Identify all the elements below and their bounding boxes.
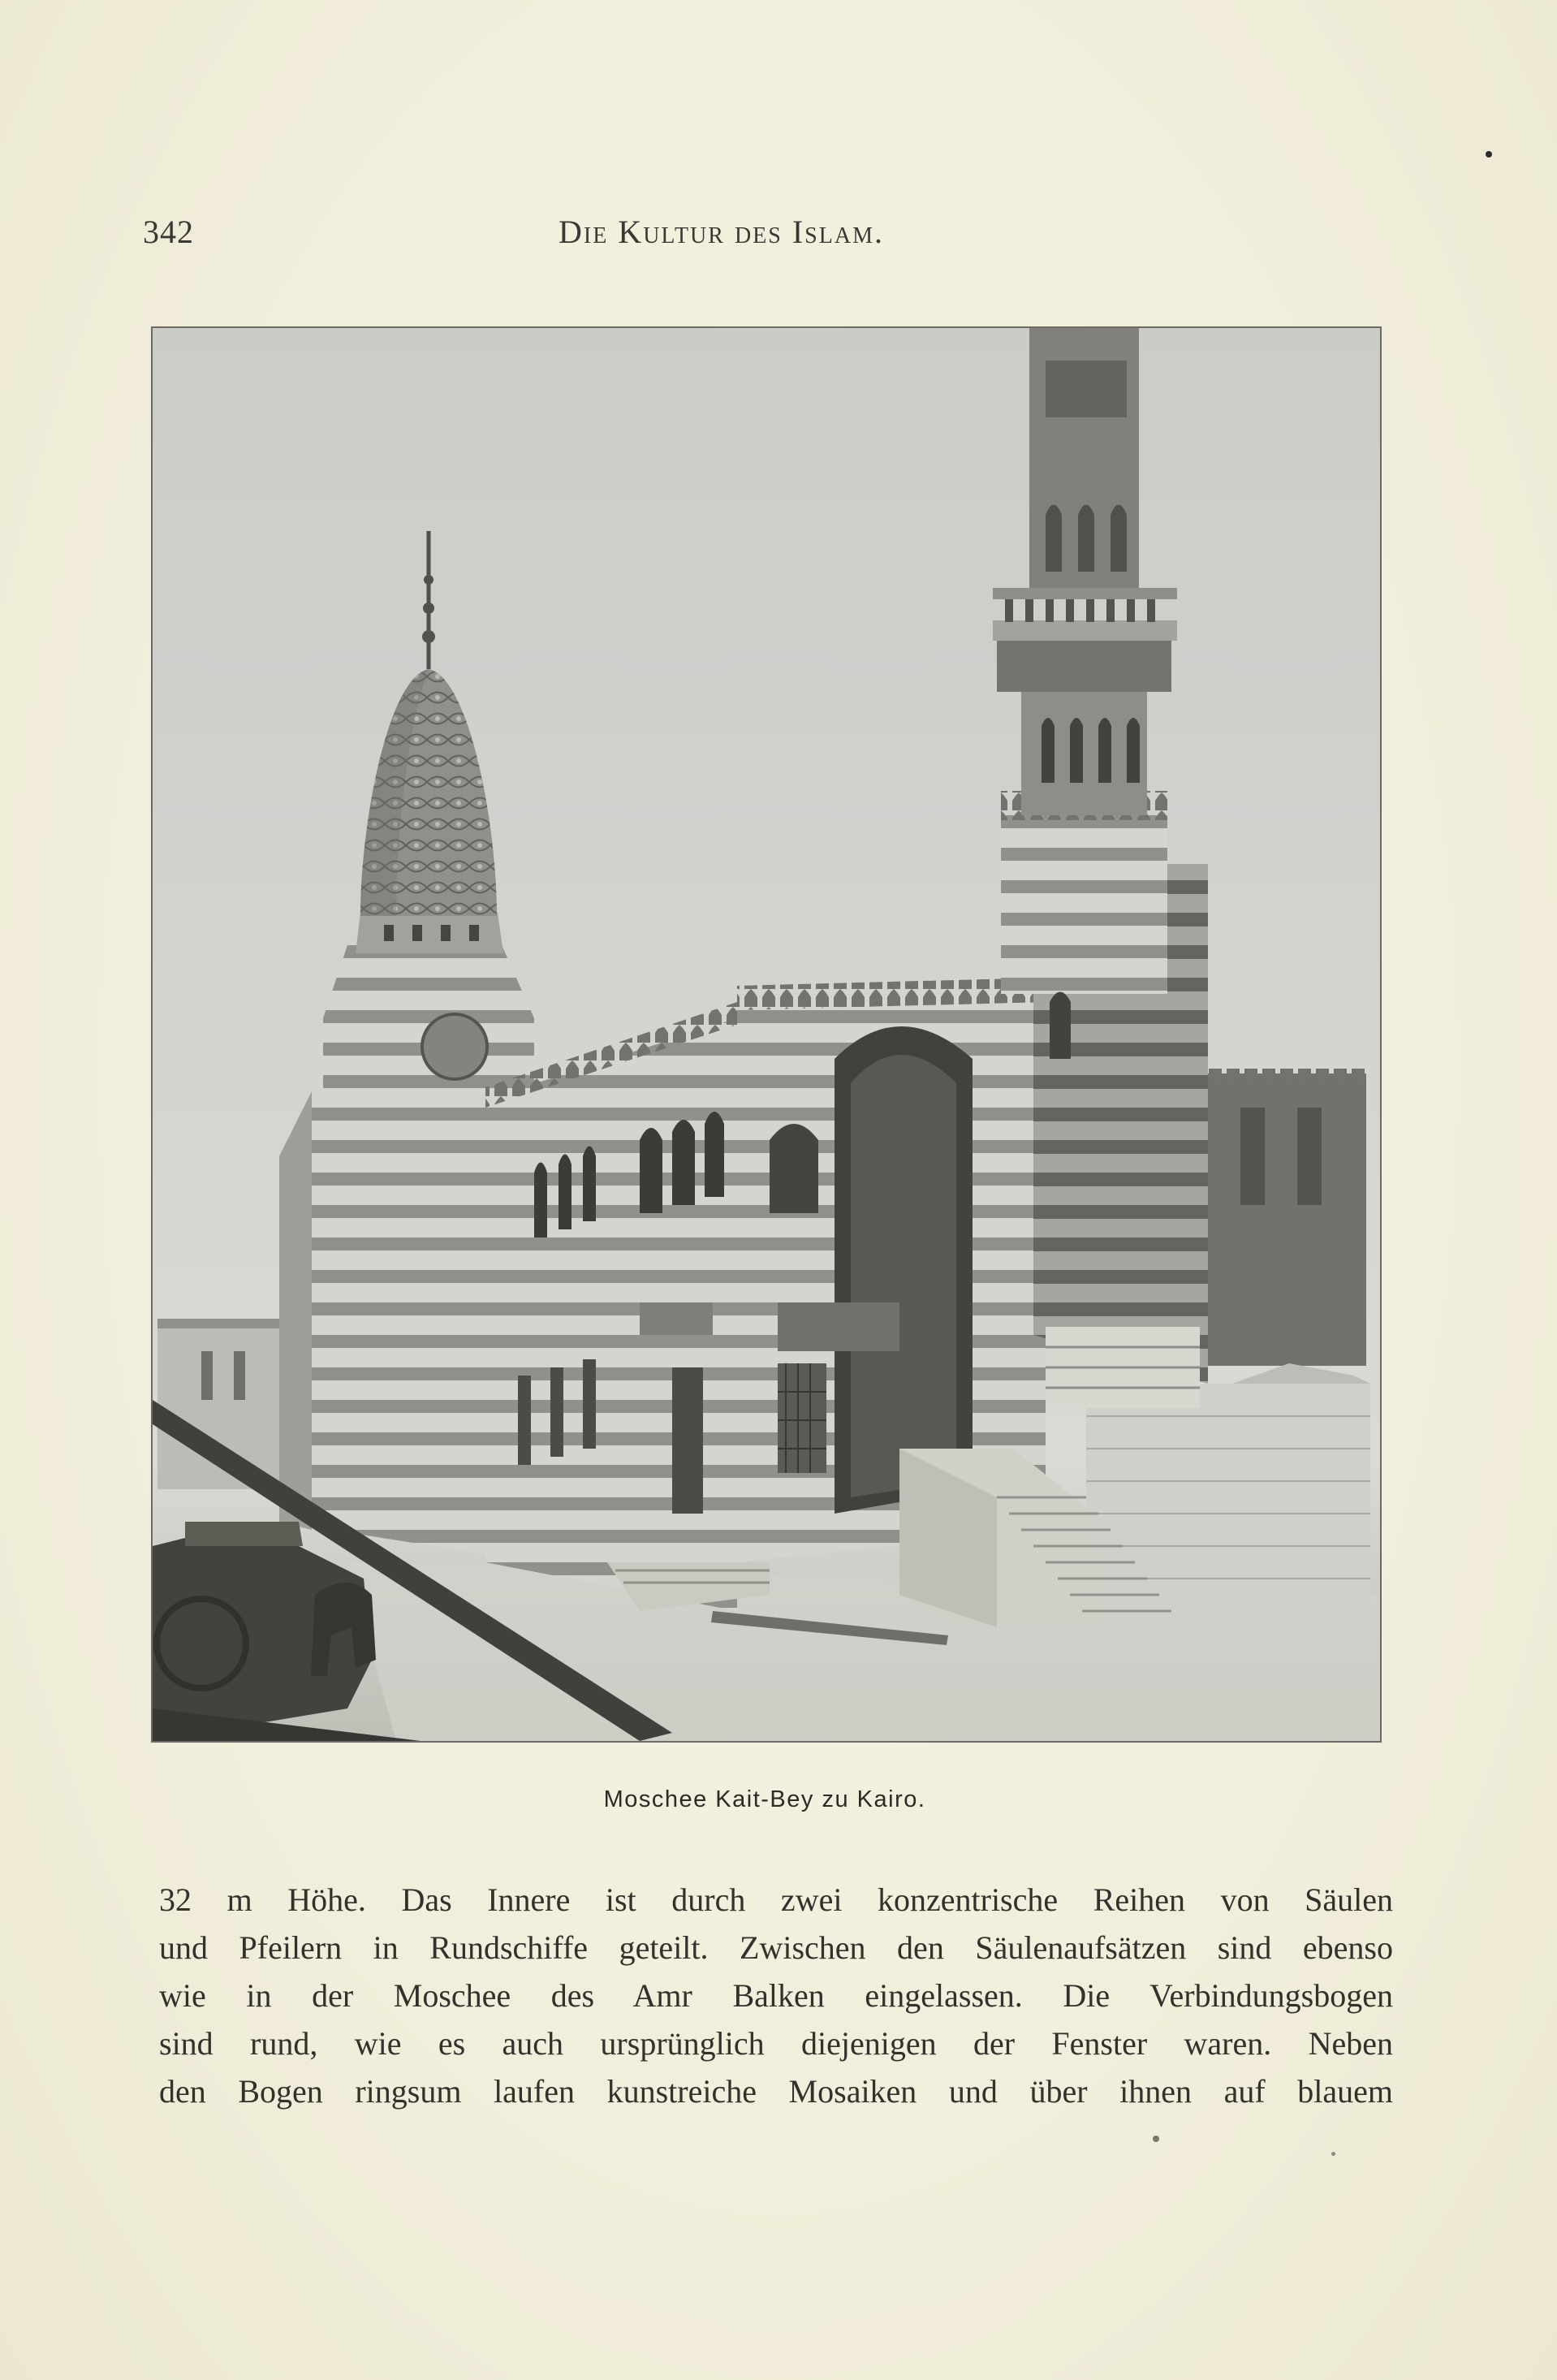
figure-caption: Moschee Kait-Bey zu Kairo. — [603, 1786, 926, 1812]
text-line: sind rund, wie es auch ursprünglich diejenigen der Fenster waren. Neben — [159, 2025, 1393, 2062]
text-line: 32 m Höhe. Das Innere ist durch zwei konzentrische Reihen von Säulen — [159, 1881, 1393, 1918]
photograph-plate — [151, 326, 1382, 1743]
running-title: Die Kultur des Islam. — [559, 214, 884, 250]
text-line: wie in der Moschee des Amr Balken eingelassen. Die Verbindungsbogen — [159, 1977, 1393, 2014]
paper-speck — [1486, 151, 1492, 158]
paper-speck — [1331, 2152, 1335, 2156]
mosque-photograph — [153, 328, 1380, 1741]
body-paragraph — [159, 1876, 1393, 2115]
text-line: und Pfeilern in Rundschiffe geteilt. Zwischen den Säulenaufsätzen sind ebenso — [159, 1929, 1393, 1966]
page-number: 342 — [143, 214, 194, 250]
text-line: den Bogen ringsum laufen kunstreiche Mosaiken und über ihnen auf blauem — [159, 2073, 1393, 2110]
paper-speck — [1153, 2136, 1159, 2142]
page-header — [143, 213, 1409, 261]
